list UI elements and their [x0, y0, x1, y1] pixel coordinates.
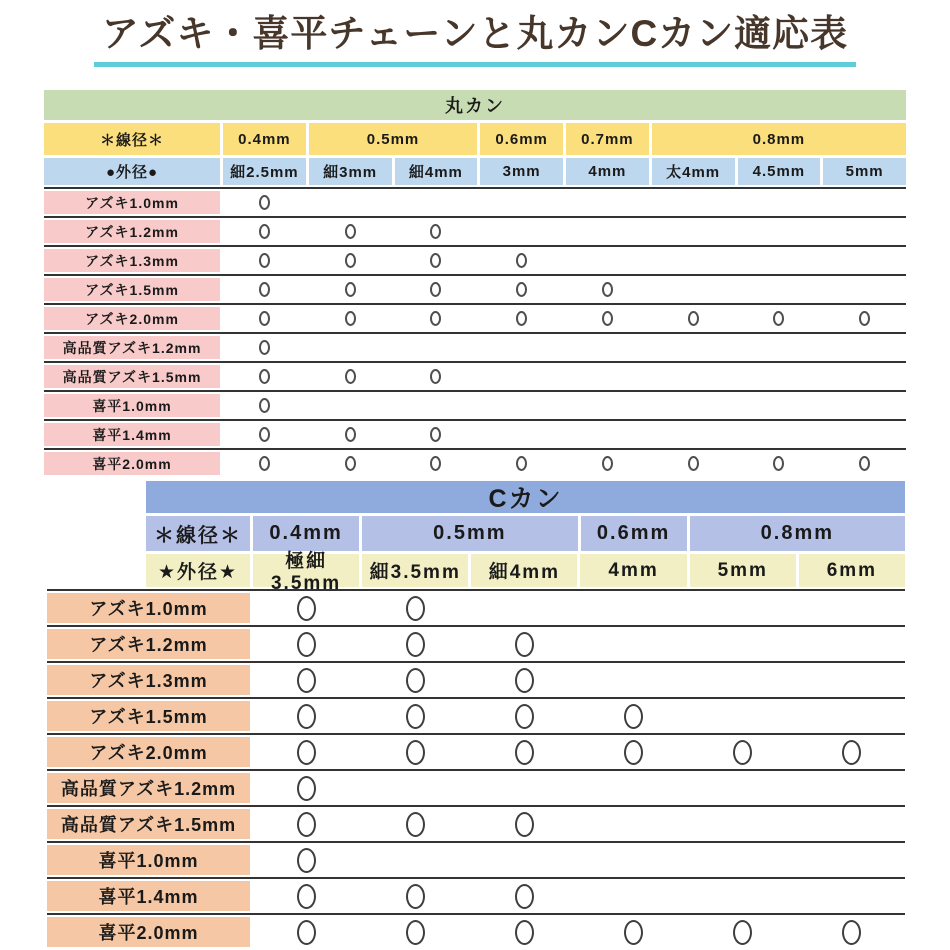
chain-row	[44, 274, 906, 303]
chain-label: 高品質アズキ1.2mm	[47, 773, 250, 803]
chain-label: アズキ1.0mm	[47, 593, 250, 623]
circle-mark	[515, 812, 534, 837]
empty-cell	[823, 276, 906, 303]
compat-mark-cell	[480, 247, 563, 274]
empty-cell	[362, 771, 468, 805]
compat-mark-cell	[309, 363, 392, 390]
empty-cell	[309, 334, 392, 361]
compat-mark-cell	[471, 807, 577, 841]
compat-mark-cell	[566, 276, 649, 303]
compat-mark-cell	[362, 879, 468, 913]
compat-mark-cell	[738, 450, 821, 477]
compat-mark-cell	[309, 218, 392, 245]
circle-mark	[259, 456, 270, 471]
compat-mark-cell	[362, 735, 468, 769]
circle-mark	[406, 884, 425, 909]
compat-mark-cell	[309, 276, 392, 303]
chain-label: アズキ2.0mm	[44, 307, 220, 330]
circle-mark	[406, 740, 425, 765]
empty-cell	[580, 879, 686, 913]
compat-mark-cell	[223, 334, 306, 361]
chain-label: 喜平2.0mm	[44, 452, 220, 475]
compat-mark-cell	[362, 699, 468, 733]
empty-cell	[480, 363, 563, 390]
compat-mark-cell	[580, 699, 686, 733]
chain-row	[47, 697, 905, 733]
empty-cell	[566, 392, 649, 419]
wire-size-cell: 0.7mm	[566, 123, 649, 155]
compat-mark-cell	[690, 735, 796, 769]
empty-cell	[799, 699, 905, 733]
empty-cell	[799, 591, 905, 625]
outer-size-cell: 太4mm	[652, 158, 735, 185]
empty-cell	[309, 189, 392, 216]
compat-mark-cell	[362, 627, 468, 661]
circle-mark	[259, 282, 270, 297]
circle-mark	[259, 253, 270, 268]
empty-cell	[480, 392, 563, 419]
empty-cell	[395, 334, 478, 361]
circle-mark	[430, 427, 441, 442]
c-kan-body	[47, 589, 905, 949]
circle-mark	[515, 704, 534, 729]
circle-mark	[602, 311, 613, 326]
chain-row	[44, 245, 906, 274]
c-kan-header	[146, 481, 905, 594]
wire-size-cell: 0.8mm	[690, 516, 905, 551]
compat-mark-cell	[395, 421, 478, 448]
compat-mark-cell	[253, 771, 359, 805]
chain-label: アズキ1.5mm	[47, 701, 250, 731]
empty-cell	[652, 276, 735, 303]
empty-cell	[799, 627, 905, 661]
circle-mark	[345, 456, 356, 471]
circle-mark	[624, 920, 643, 945]
empty-cell	[566, 247, 649, 274]
compat-mark-cell	[471, 915, 577, 949]
chain-label: 喜平1.0mm	[47, 845, 250, 875]
circle-mark	[345, 427, 356, 442]
empty-cell	[309, 392, 392, 419]
empty-cell	[690, 699, 796, 733]
chain-row	[47, 733, 905, 769]
empty-cell	[738, 363, 821, 390]
chain-row	[47, 661, 905, 697]
circle-mark	[345, 224, 356, 239]
wire-size-cell: 0.4mm	[253, 516, 359, 551]
chain-row	[47, 769, 905, 805]
empty-cell	[823, 189, 906, 216]
circle-mark	[859, 456, 870, 471]
compat-mark-cell	[309, 247, 392, 274]
chain-row	[47, 841, 905, 877]
circle-mark	[297, 596, 316, 621]
circle-mark	[259, 224, 270, 239]
compat-mark-cell	[253, 807, 359, 841]
empty-cell	[480, 218, 563, 245]
chain-label: アズキ1.2mm	[44, 220, 220, 243]
empty-cell	[480, 334, 563, 361]
circle-mark	[516, 456, 527, 471]
outer-size-cell: 細3mm	[309, 158, 392, 185]
chain-row	[47, 589, 905, 625]
chain-label: 高品質アズキ1.5mm	[44, 365, 220, 388]
compat-mark-cell	[223, 421, 306, 448]
compat-mark-cell	[799, 915, 905, 949]
empty-cell	[580, 771, 686, 805]
empty-cell	[362, 843, 468, 877]
circle-mark	[259, 311, 270, 326]
empty-cell	[690, 879, 796, 913]
circle-mark	[733, 920, 752, 945]
chain-row	[44, 448, 906, 477]
empty-cell	[580, 843, 686, 877]
empty-cell	[566, 363, 649, 390]
circle-mark	[859, 311, 870, 326]
circle-mark	[297, 776, 316, 801]
page-title: アズキ・喜平チェーンと丸カンCカン適応表	[94, 12, 856, 67]
circle-mark	[773, 456, 784, 471]
empty-cell	[580, 663, 686, 697]
compat-mark-cell	[362, 663, 468, 697]
circle-mark	[297, 920, 316, 945]
compat-mark-cell	[223, 392, 306, 419]
circle-mark	[259, 195, 270, 210]
compat-mark-cell	[253, 879, 359, 913]
circle-mark	[345, 369, 356, 384]
compat-mark-cell	[471, 735, 577, 769]
chain-label: 高品質アズキ1.2mm	[44, 336, 220, 359]
chain-label: 喜平1.0mm	[44, 394, 220, 417]
chain-label: アズキ1.2mm	[47, 629, 250, 659]
circle-mark	[259, 427, 270, 442]
compat-mark-cell	[253, 915, 359, 949]
empty-cell	[823, 363, 906, 390]
circle-mark	[602, 456, 613, 471]
compat-mark-cell	[690, 915, 796, 949]
empty-cell	[690, 663, 796, 697]
outer-size-cell: 5mm	[823, 158, 906, 185]
circle-mark	[430, 369, 441, 384]
circle-mark	[406, 812, 425, 837]
chain-label: 喜平1.4mm	[44, 423, 220, 446]
circle-mark	[406, 596, 425, 621]
empty-cell	[471, 771, 577, 805]
compat-mark-cell	[223, 189, 306, 216]
empty-cell	[652, 218, 735, 245]
chain-row	[47, 625, 905, 661]
compat-mark-cell	[395, 450, 478, 477]
empty-cell	[738, 334, 821, 361]
empty-cell	[823, 218, 906, 245]
compat-mark-cell	[223, 218, 306, 245]
empty-cell	[652, 189, 735, 216]
chain-row	[44, 332, 906, 361]
empty-cell	[652, 247, 735, 274]
outer-size-cell: 細4mm	[471, 554, 577, 587]
outer-diameter-label: ★外径★	[146, 554, 250, 587]
compat-mark-cell	[253, 699, 359, 733]
compat-mark-cell	[395, 218, 478, 245]
wire-size-cell: 0.8mm	[652, 123, 906, 155]
empty-cell	[690, 843, 796, 877]
wire-size-cell: 0.6mm	[480, 123, 563, 155]
circle-mark	[297, 668, 316, 693]
empty-cell	[652, 421, 735, 448]
empty-cell	[799, 879, 905, 913]
empty-cell	[480, 421, 563, 448]
empty-cell	[823, 392, 906, 419]
compat-mark-cell	[471, 699, 577, 733]
compat-mark-cell	[309, 305, 392, 332]
chain-row	[47, 913, 905, 949]
circle-mark	[297, 704, 316, 729]
chain-row	[44, 303, 906, 332]
empty-cell	[823, 334, 906, 361]
c-kan-header-bar-row	[146, 481, 905, 513]
outer-size-cell: 細2.5mm	[223, 158, 306, 185]
outer-size-cell: 4mm	[580, 554, 686, 587]
empty-cell	[580, 807, 686, 841]
outer-size-cell: 4.5mm	[738, 158, 821, 185]
circle-mark	[345, 311, 356, 326]
compat-mark-cell	[480, 450, 563, 477]
empty-cell	[566, 218, 649, 245]
circle-mark	[345, 282, 356, 297]
chain-row	[47, 877, 905, 913]
compat-mark-cell	[471, 879, 577, 913]
compat-mark-cell	[566, 305, 649, 332]
compat-mark-cell	[223, 247, 306, 274]
compat-mark-cell	[480, 305, 563, 332]
outer-size-cell: 3mm	[480, 158, 563, 185]
empty-cell	[471, 843, 577, 877]
compat-mark-cell	[738, 305, 821, 332]
compat-mark-cell	[823, 450, 906, 477]
compat-mark-cell	[395, 276, 478, 303]
circle-mark	[297, 740, 316, 765]
compat-mark-cell	[652, 450, 735, 477]
circle-mark	[430, 311, 441, 326]
circle-mark	[259, 340, 270, 355]
compat-mark-cell	[395, 363, 478, 390]
circle-mark	[406, 668, 425, 693]
c-kan-table-title: Cカン	[146, 481, 905, 513]
circle-mark	[430, 456, 441, 471]
compat-mark-cell	[253, 663, 359, 697]
empty-cell	[738, 392, 821, 419]
outer-diameter-label: ●外径●	[44, 158, 220, 185]
circle-mark	[297, 632, 316, 657]
chain-label: アズキ1.3mm	[44, 249, 220, 272]
empty-cell	[480, 189, 563, 216]
maru-kan-outer-size-row	[44, 158, 906, 185]
empty-cell	[690, 771, 796, 805]
empty-cell	[738, 421, 821, 448]
c-kan-outer-size-row	[146, 551, 905, 594]
circle-mark	[516, 253, 527, 268]
compat-mark-cell	[223, 450, 306, 477]
compat-mark-cell	[309, 421, 392, 448]
empty-cell	[652, 334, 735, 361]
empty-cell	[471, 591, 577, 625]
compat-mark-cell	[823, 305, 906, 332]
empty-cell	[738, 247, 821, 274]
empty-cell	[566, 334, 649, 361]
empty-cell	[690, 807, 796, 841]
chain-row	[47, 805, 905, 841]
compat-mark-cell	[471, 627, 577, 661]
maru-kan-table	[44, 90, 906, 477]
circle-mark	[842, 740, 861, 765]
circle-mark	[733, 740, 752, 765]
outer-size-cell: 細3.5mm	[362, 554, 468, 587]
circle-mark	[297, 884, 316, 909]
circle-mark	[406, 704, 425, 729]
circle-mark	[430, 224, 441, 239]
circle-mark	[602, 282, 613, 297]
compat-mark-cell	[253, 735, 359, 769]
compat-mark-cell	[471, 663, 577, 697]
compat-mark-cell	[799, 735, 905, 769]
circle-mark	[345, 253, 356, 268]
chain-label: アズキ1.0mm	[44, 191, 220, 214]
chain-row	[44, 216, 906, 245]
compat-mark-cell	[580, 915, 686, 949]
maru-kan-wire-size-row	[44, 123, 906, 155]
compat-mark-cell	[580, 735, 686, 769]
compat-mark-cell	[223, 305, 306, 332]
maru-kan-header-bar-row	[44, 90, 906, 120]
empty-cell	[738, 276, 821, 303]
chain-row	[44, 187, 906, 216]
empty-cell	[566, 189, 649, 216]
outer-size-cell: 6mm	[799, 554, 905, 587]
circle-mark	[688, 456, 699, 471]
empty-cell	[395, 189, 478, 216]
outer-size-cell: 5mm	[690, 554, 796, 587]
outer-size-cell: 細4mm	[395, 158, 478, 185]
empty-cell	[823, 247, 906, 274]
empty-cell	[799, 843, 905, 877]
outer-size-cell: 4mm	[566, 158, 649, 185]
empty-cell	[652, 392, 735, 419]
compat-mark-cell	[652, 305, 735, 332]
circle-mark	[406, 920, 425, 945]
circle-mark	[515, 668, 534, 693]
circle-mark	[259, 369, 270, 384]
circle-mark	[259, 398, 270, 413]
chain-row	[44, 390, 906, 419]
circle-mark	[624, 740, 643, 765]
c-kan-table	[47, 481, 905, 949]
circle-mark	[515, 632, 534, 657]
compat-mark-cell	[395, 247, 478, 274]
chain-label: 喜平1.4mm	[47, 881, 250, 911]
circle-mark	[515, 920, 534, 945]
chain-label: アズキ1.3mm	[47, 665, 250, 695]
circle-mark	[430, 253, 441, 268]
empty-cell	[395, 392, 478, 419]
empty-cell	[799, 771, 905, 805]
empty-cell	[799, 807, 905, 841]
circle-mark	[406, 632, 425, 657]
compat-mark-cell	[362, 807, 468, 841]
empty-cell	[738, 189, 821, 216]
circle-mark	[773, 311, 784, 326]
compat-mark-cell	[362, 915, 468, 949]
circle-mark	[297, 848, 316, 873]
empty-cell	[799, 663, 905, 697]
chain-label: 高品質アズキ1.5mm	[47, 809, 250, 839]
empty-cell	[580, 627, 686, 661]
wire-size-cell: 0.4mm	[223, 123, 306, 155]
compat-mark-cell	[223, 276, 306, 303]
title-wrap	[0, 12, 950, 67]
circle-mark	[688, 311, 699, 326]
chain-label: 喜平2.0mm	[47, 917, 250, 947]
compat-mark-cell	[253, 591, 359, 625]
compat-mark-cell	[480, 276, 563, 303]
chain-label: アズキ1.5mm	[44, 278, 220, 301]
wire-diameter-label: ＊線径＊	[44, 123, 220, 155]
empty-cell	[566, 421, 649, 448]
compat-mark-cell	[362, 591, 468, 625]
empty-cell	[652, 363, 735, 390]
circle-mark	[516, 311, 527, 326]
compat-mark-cell	[566, 450, 649, 477]
circle-mark	[297, 812, 316, 837]
circle-mark	[842, 920, 861, 945]
empty-cell	[690, 591, 796, 625]
wire-size-cell: 0.5mm	[309, 123, 478, 155]
chain-label: アズキ2.0mm	[47, 737, 250, 767]
circle-mark	[624, 704, 643, 729]
wire-diameter-label: ＊線径＊	[146, 516, 250, 551]
circle-mark	[430, 282, 441, 297]
maru-kan-body	[44, 187, 906, 477]
outer-size-cell: 極細3.5mm	[253, 554, 359, 587]
empty-cell	[738, 218, 821, 245]
compat-mark-cell	[253, 843, 359, 877]
circle-mark	[515, 740, 534, 765]
maru-kan-table-title: 丸カン	[44, 90, 906, 120]
chain-row	[44, 361, 906, 390]
wire-size-cell: 0.6mm	[581, 516, 687, 551]
circle-mark	[516, 282, 527, 297]
compat-mark-cell	[309, 450, 392, 477]
empty-cell	[580, 591, 686, 625]
chain-row	[44, 419, 906, 448]
circle-mark	[515, 884, 534, 909]
compat-mark-cell	[223, 363, 306, 390]
empty-cell	[823, 421, 906, 448]
compat-mark-cell	[395, 305, 478, 332]
wire-size-cell: 0.5mm	[362, 516, 577, 551]
empty-cell	[690, 627, 796, 661]
compat-mark-cell	[253, 627, 359, 661]
